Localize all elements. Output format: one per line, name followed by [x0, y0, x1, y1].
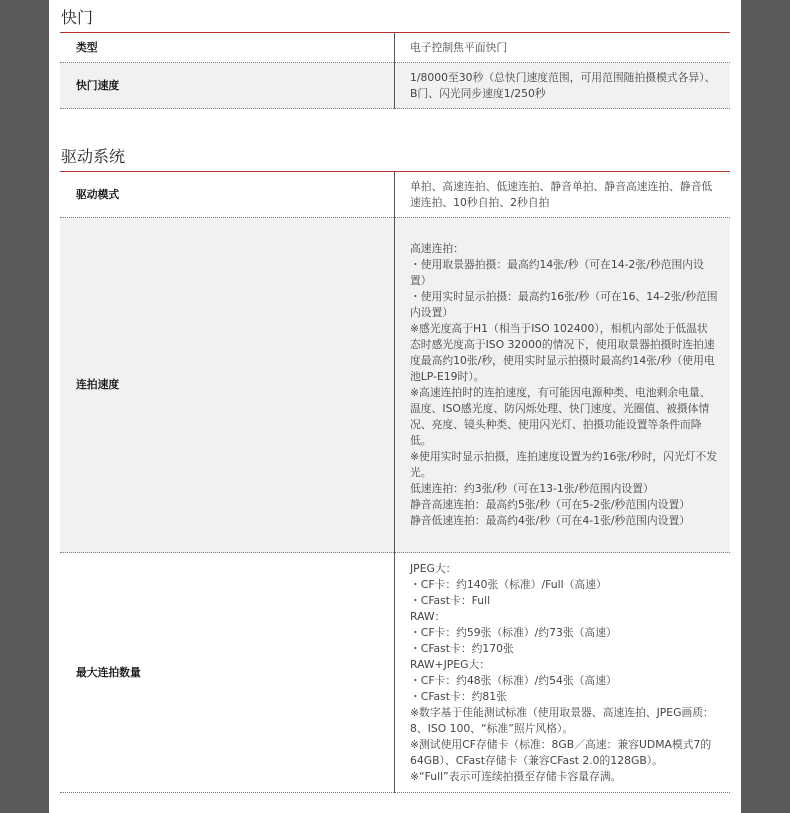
section-title: 快门	[61, 8, 94, 27]
section-shutter	[60, 8, 730, 109]
table-row	[60, 172, 730, 218]
spec-value: JPEG大： ・CF卡：约140张（标准）/Full（高速） ・CFast卡：Full RAW： ・CF卡：约59张（标准）/约73张（高速） ・CFast卡：约170张 RAW+JPEG大： ・CF卡：约48张（标准）/约54张（高速） ・CFast卡：约81张 ※数字基于佳能测试标准（使用取景器、高速连拍、JPEG画质：8、ISO 100、“标准”照片风格）。 ※测试使用CF存储卡（标准：8GB／高速：兼容UDMA模式7的64GB）、CFast存储卡（兼容CFast 2.0的128GB）。 ※“Full”表示可连续拍摄至存储卡容量存满。	[395, 553, 731, 793]
spec-table	[60, 32, 730, 109]
spec-value: 单拍、高速连拍、低速连拍、静音单拍、静音高速连拍、静音低速连拍、10秒自拍、2秒自拍	[395, 172, 731, 218]
table-row	[60, 218, 730, 553]
spec-page	[49, 0, 741, 813]
spec-value: 高速连拍： ・使用取景器拍摄：最高约14张/秒（可在14-2张/秒范围内设置） ・使用实时显示拍摄：最高约16张/秒（可在16、14-2张/秒范围内设置） ※感光度高于H1（相当于ISO 102400），相机内部处于低温状态时感光度高于ISO 32000的情况下，使用取景器拍摄时连拍速度最高约10张/秒，使用实时显示拍摄时最高约14张/秒（使用电池LP-E19时）。 ※高速连拍时的连拍速度，有可能因电源种类、电池剩余电量、温度、ISO感光度、防闪烁处理、快门速度、光圈值、被摄体情况、亮度、镜头种类、使用闪光灯、拍摄功能设置等条件而降低。 ※使用实时显示拍摄，连拍速度设置为约16张/秒时，闪光灯不发光。 低速连拍：约3张/秒（可在13-1张/秒范围内设置） 静音高速连拍：最高约5张/秒（可在5-2张/秒范围内设置） 静音低速连拍：最高约4张/秒（可在4-1张/秒范围内设置）	[395, 218, 731, 553]
spec-label: 类型	[60, 33, 395, 63]
table-row	[60, 553, 730, 793]
section-drive	[60, 147, 730, 793]
spec-label: 连拍速度	[60, 218, 395, 553]
spec-label: 驱动模式	[60, 172, 395, 218]
spec-table	[60, 171, 730, 793]
table-row	[60, 63, 730, 109]
spec-label: 快门速度	[60, 63, 395, 109]
spec-value: 1/8000至30秒（总快门速度范围，可用范围随拍摄模式各异）、B门、闪光同步速度1/250秒	[395, 63, 731, 109]
spec-label: 最大连拍数量	[60, 553, 395, 793]
table-row	[60, 33, 730, 63]
spec-value: 电子控制焦平面快门	[395, 33, 731, 63]
section-title: 驱动系统	[61, 147, 126, 166]
